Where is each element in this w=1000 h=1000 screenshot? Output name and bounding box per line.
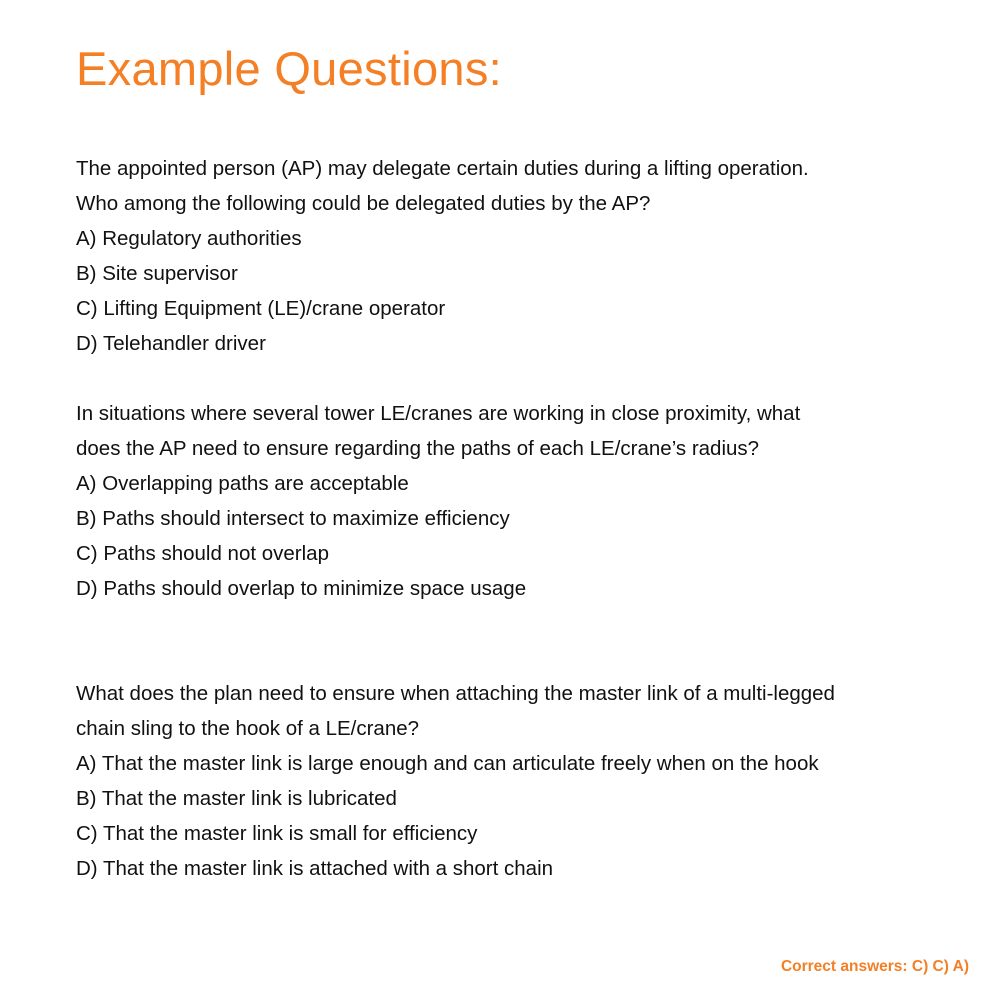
question-1-option-a: A) Regulatory authorities (76, 227, 302, 250)
question-2-option-a: A) Overlapping paths are acceptable (76, 472, 409, 495)
question-3-option-b: B) That the master link is lubricated (76, 787, 397, 810)
question-2-option-b: B) Paths should intersect to maximize efficiency (76, 507, 510, 530)
question-1-option-c: C) Lifting Equipment (LE)/crane operator (76, 297, 446, 320)
question-3-line-1: What does the plan need to ensure when attaching the master link of a multi-legged (76, 682, 835, 705)
question-3-option-d: D) That the master link is attached with a short chain (76, 857, 554, 880)
question-1-line-2: Who among the following could be delegated duties by the AP? (76, 192, 651, 215)
question-1-option-d: D) Telehandler driver (76, 332, 266, 355)
question-3-line-2: chain sling to the hook of a LE/crane? (76, 717, 420, 740)
question-3-option-c: C) That the master link is small for efficiency (76, 822, 478, 845)
question-2-option-c: C) Paths should not overlap (76, 542, 329, 565)
question-2-line-2: does the AP need to ensure regarding the paths of each LE/crane’s radius? (76, 437, 760, 460)
page-title: Example Questions: (76, 42, 502, 95)
question-1 (76, 151, 976, 361)
question-2-line-1: In situations where several tower LE/cranes are working in close proximity, what (76, 402, 801, 425)
question-3-option-a: A) That the master link is large enough and can articulate freely when on the hook (76, 752, 819, 775)
correct-answers: Correct answers: C) C) A) (780, 958, 969, 975)
question-2-option-d: D) Paths should overlap to minimize space usage (76, 577, 527, 600)
question-3 (76, 676, 976, 886)
question-2 (76, 396, 976, 606)
question-1-option-b: B) Site supervisor (76, 262, 238, 285)
question-1-line-1: The appointed person (AP) may delegate certain duties during a lifting operation. (76, 157, 809, 180)
